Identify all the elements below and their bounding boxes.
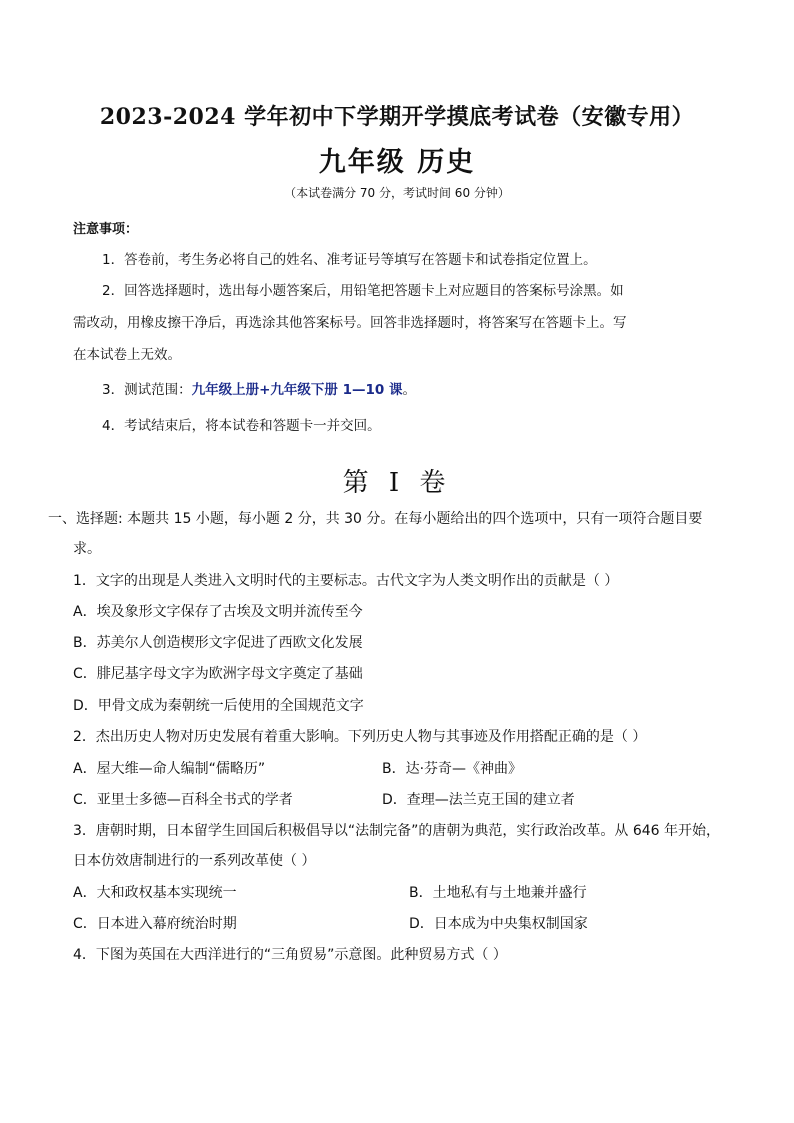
question-2-option-b: B．达·芬奇—《神曲》 — [382, 761, 523, 777]
exam-title: 2023-2024 学年初中下学期开学摸底考试卷（安徽专用） — [99, 104, 695, 130]
question-3-option-a: A．大和政权基本实现统一 — [73, 885, 237, 901]
question-1-option-b: B．苏美尔人创造楔形文字促进了西欧文化发展 — [73, 635, 363, 651]
section-title: 第 I 卷 — [342, 468, 452, 498]
note-item-2-line-1: 2．回答选择题时，选出每小题答案后，用铅笔把答题卡上对应题目的答案标号涂黑。如 — [102, 283, 624, 299]
note-item-2-line-3: 在本试卷上无效。 — [73, 347, 181, 363]
note-item-3 — [102, 378, 416, 398]
question-3-option-d: D．日本成为中央集权制国家 — [409, 916, 588, 932]
section-instruction-line-2: 求。 — [73, 541, 101, 557]
question-3-stem-line-1: 3．唐朝时期，日本留学生回国后积极倡导以“法制完备”的唐朝为典范，实行政治改革。从 646 年开始， — [73, 823, 721, 839]
question-2-option-a: A．屋大维—命人编制“儒略历” — [73, 761, 266, 777]
question-2-stem: 2．杰出历史人物对历史发展有着重大影响。下列历史人物与其事迹及作用搭配正确的是（ ） — [73, 729, 647, 745]
note-item-1: 1．答卷前，考生务必将自己的姓名、准考证号等填写在答题卡和试卷指定位置上。 — [102, 252, 597, 268]
note-item-2-line-2: 需改动，用橡皮擦干净后，再选涂其他答案标号。回答非选择题时，将答案写在答题卡上。写 — [73, 315, 627, 331]
question-3-option-b: B．土地私有与土地兼并盛行 — [409, 885, 587, 901]
question-1-option-c: C．腓尼基字母文字为欧洲字母文字奠定了基础 — [73, 666, 363, 682]
notes-heading: 注意事项： — [73, 222, 139, 237]
question-1-option-d: D．甲骨文成为秦朝统一后使用的全国规范文字 — [73, 698, 364, 714]
note-item-3-suffix: 。 — [402, 382, 416, 398]
exam-info: （本试卷满分 70 分，考试时间 60 分钟） — [284, 186, 510, 200]
question-3-option-c: C．日本进入幕府统治时期 — [73, 916, 237, 932]
question-3-stem-line-2: 日本仿效唐制进行的一系列改革使（ ） — [73, 853, 316, 869]
section-instruction-line-1: 一、选择题: 本题共 15 小题，每小题 2 分，共 30 分。在每小题给出的四个选项中，只有一项符合题目要 — [48, 511, 703, 527]
note-item-3-prefix: 3．测试范围： — [102, 382, 192, 398]
note-item-4: 4．考试结束后，将本试卷和答题卡一并交回。 — [102, 418, 381, 434]
exam-subtitle: 九年级 历史 — [318, 147, 476, 178]
question-2-option-d: D．查理—法兰克王国的建立者 — [382, 792, 575, 808]
question-2-option-c: C．亚里士多德—百科全书式的学者 — [73, 792, 293, 808]
question-1-option-a: A．埃及象形文字保存了古埃及文明并流传至今 — [73, 604, 363, 620]
question-1-stem: 1．文字的出现是人类进入文明时代的主要标志。古代文字为人类文明作出的贡献是（ ） — [73, 573, 619, 589]
question-4-stem: 4．下图为英国在大西洋进行的“三角贸易”示意图。此种贸易方式（ ） — [73, 947, 507, 963]
test-scope: 九年级上册+九年级下册 1—10 课 — [191, 382, 403, 398]
